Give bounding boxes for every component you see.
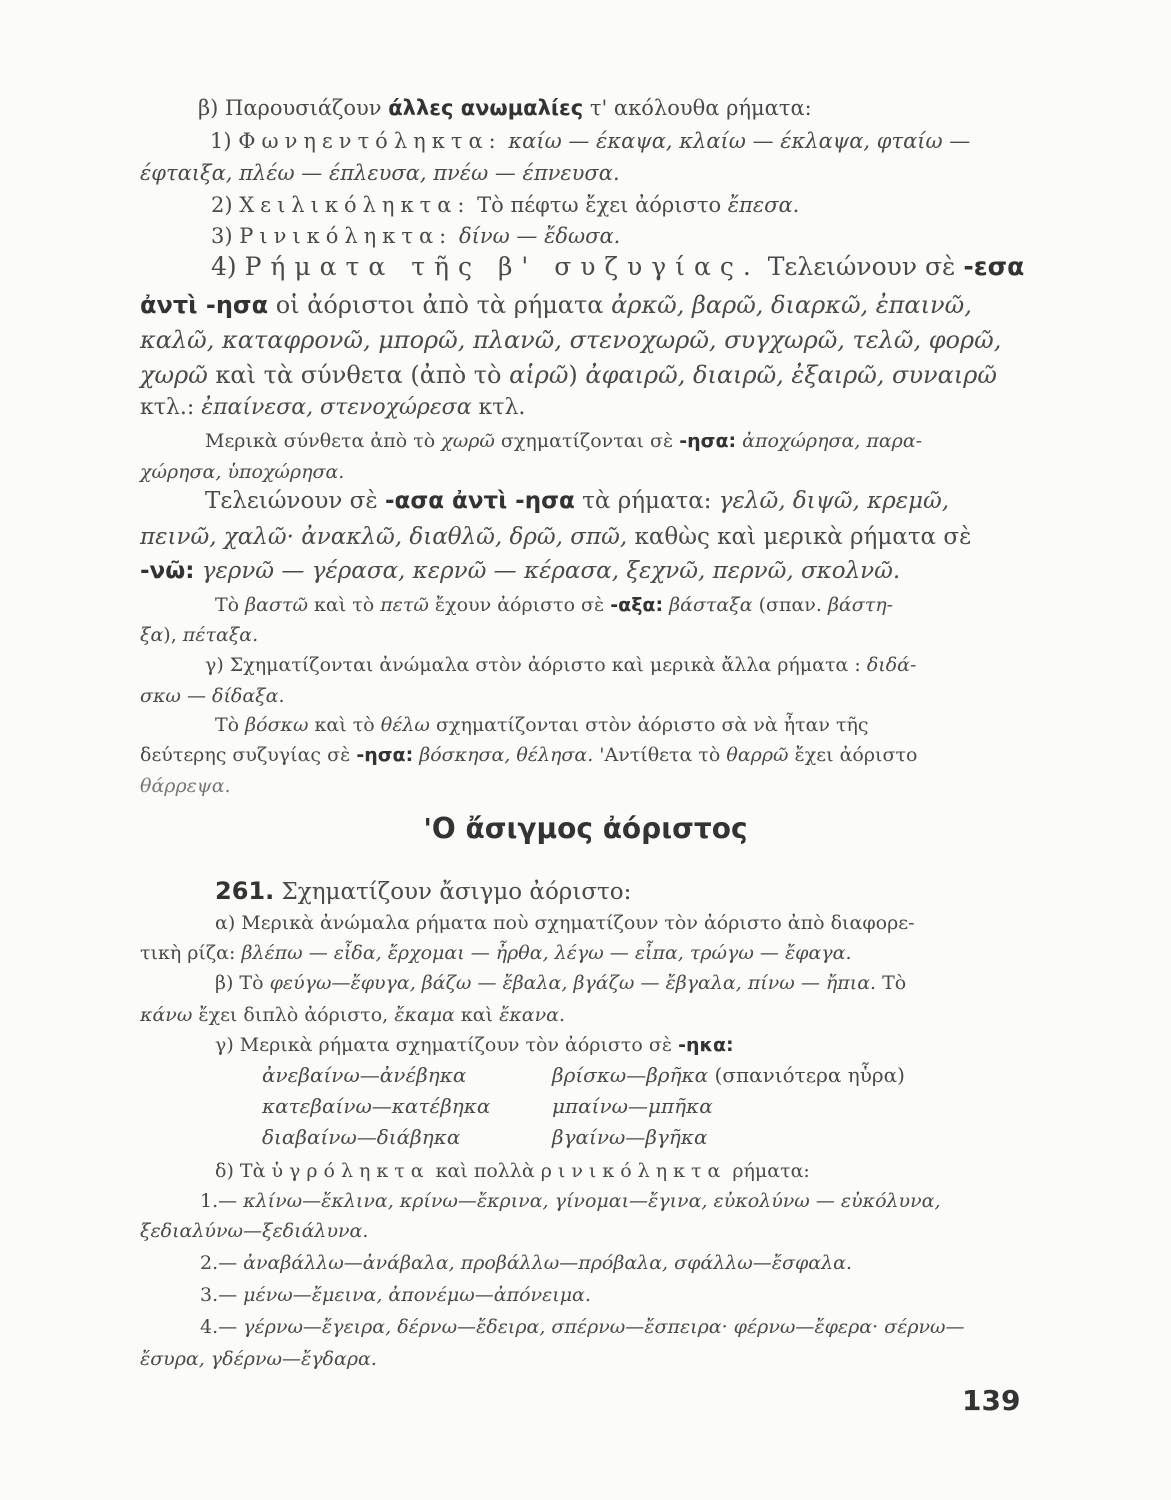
line-m11: 4.— γέρνω—ἔγειρα, δέρνω—ἔδειρα, σπέρνω—ἔσπειρα· φέρνω—ἔφερα· σέρνω— — [200, 1316, 965, 1338]
section-number: 261. — [215, 877, 275, 905]
line-15: -νῶ: γερνῶ — γέρασα, κερνῶ — κέρασα, ξεχνῶ, περνῶ, σκολνῶ. — [140, 558, 901, 584]
line-4: 2) Χειλικόληκτα: Τὸ πέφτω ἔχει ἀόριστο ἔπεσα. — [211, 193, 800, 217]
table-row: βγαίνω—βγῆκα — [552, 1125, 708, 1149]
line-m3: β) Τὸ φεύγω—ἔφυγα, βάζω — ἔβαλα, βγάζω — ἔβγαλα, πίνω — ἤπια. Τὸ — [215, 972, 907, 994]
line-11: Μερικὰ σύνθετα ἀπὸ τὸ χωρῶ σχηματίζονται σὲ -ησα: ἀποχώρησα, παρα- — [205, 430, 923, 452]
line-12: χώρησα, ὑποχώρησα. — [140, 461, 345, 483]
line-16: Τὸ βαστῶ καὶ τὸ πετῶ ἔχουν ἀόριστο σὲ -αξα: βάσταξα (σπαν. βάστη- — [215, 594, 894, 616]
line-m2: τικὴ ρίζα: βλέπω — εἶδα, ἔρχομαι — ἦρθα, λέγω — εἶπα, τρώγω — ἔφαγα. — [140, 942, 852, 964]
line-19: σκω — δίδαξα. — [140, 685, 285, 707]
line-5: 3) Ρινικόληκτα: δίνω — ἔδωσα. — [211, 224, 621, 248]
line-m8: ξεδιαλύνω—ξεδιάλυνα. — [140, 1220, 369, 1242]
line-6: 4) Ρήματα τῆς β' συζυγίας. Τελειώνουν σὲ -εσα — [211, 252, 1025, 281]
line-2: 1) Φωνηεντόληκτα: καίω — έκαψα, κλαίω — έκλαψα, φταίω — — [210, 129, 971, 153]
line-22: θάρρεψα. — [140, 775, 231, 797]
line-17: ξα), πέταξα. — [140, 624, 259, 646]
line-m10: 3.— μένω—ἔμεινα, ἀπονέμω—ἀπόνειμα. — [200, 1284, 591, 1306]
line-1: β) Παρουσιάζουν άλλες ανωμαλίες τ' ακόλουθα ρήματα: — [198, 96, 812, 120]
line-m4: κάνω ἔχει διπλὸ ἀόριστο, ἔκαμα καὶ ἔκανα. — [140, 1004, 566, 1026]
table-row: κατεβαίνω—κατέβηκα — [262, 1094, 491, 1118]
line-20: Τὸ βόσκω καὶ τὸ θέλω σχηματίζονται στὸν ἀόριστο σὰ νὰ ἦταν τῆς — [215, 714, 869, 736]
section-heading: 'Ο ἄσιγμος ἀόριστος — [423, 812, 748, 845]
line-m1: α) Μερικὰ ἀνώμαλα ρήματα ποὺ σχηματίζουν τὸν ἀόριστο ἀπὸ διαφορε- — [215, 912, 915, 934]
line-13: Τελειώνουν σὲ -ασα ἀντὶ -ησα τὰ ρήματα: γελῶ, διψῶ, κρεμῶ, — [205, 488, 950, 514]
table-row: ἀνεβαίνω—ἀνέβηκα — [262, 1063, 467, 1087]
page-number: 139 — [962, 1384, 1021, 1417]
table-row: μπαίνω—μπῆκα — [552, 1094, 713, 1118]
table-row: βρίσκω—βρῆκα (σπανιότερα ηὗρα) — [552, 1063, 905, 1087]
line-7: ἀντὶ -ησα οἱ ἀόριστοι ἀπὸ τὰ ρήματα ἀρκῶ, βαρῶ, διαρκῶ, ἐπαινῶ, — [140, 291, 972, 319]
table-note: (σπανιότερα ηὗρα) — [714, 1063, 905, 1087]
line-m9: 2.— ἀναβάλλω—ἀνάβαλα, προβάλλω—πρόβαλα, σφάλλω—ἔσφαλα. — [200, 1252, 852, 1274]
verb-table-right — [552, 1062, 905, 1150]
line-18: γ) Σχηματίζονται ἀνώμαλα στὸν ἀόριστο καὶ μερικὰ ἄλλα ρήματα : διδά- — [205, 654, 917, 676]
line-m6: δ) Τὰ ὑγρόληκτα καὶ πολλὰ ρινικόληκτα ρήματα: — [215, 1160, 810, 1182]
verb-table-left — [262, 1062, 490, 1150]
line-m7: 1.— κλίνω—ἔκλινα, κρίνω—ἔκρινα, γίνομαι—ἔγινα, εὐκολύνω — εὐκόλυνα, — [200, 1190, 941, 1212]
line-m12: ἔσυρα, γδέρνω—ἔγδαρα. — [140, 1348, 377, 1370]
line-10: κτλ.: ἐπαίνεσα, στενοχώρεσα κτλ. — [140, 395, 526, 420]
section-261-title: 261. Σχηματίζουν ἄσιγμο ἀόριστο: — [215, 877, 632, 905]
line-3: έφταιξα, πλέω — έπλευσα, πνέω — έπνευσα. — [140, 161, 620, 185]
line-9: χωρῶ καὶ τὰ σύνθετα (ἀπὸ τὸ αἱρῶ) ἀφαιρῶ, διαιρῶ, ἐξαιρῶ, συναιρῶ — [140, 361, 997, 389]
line-21: δεύτερης συζυγίας σὲ -ησα: βόσκησα, θέλησα. 'Αντίθετα τὸ θαρρῶ ἔχει ἀόριστο — [140, 744, 918, 766]
table-row: διαβαίνω—διάβηκα — [262, 1125, 461, 1149]
line-8: καλῶ, καταφρονῶ, μπορῶ, πλανῶ, στενοχωρῶ, συγχωρῶ, τελῶ, φορῶ, — [140, 326, 1002, 354]
line-14: πεινῶ, χαλῶ· ἀνακλῶ, διαθλῶ, δρῶ, σπῶ, καθὼς καὶ μερικὰ ρήματα σὲ — [140, 524, 972, 550]
line-m5: γ) Μερικὰ ρήματα σχηματίζουν τὸν ἀόριστο σὲ -ηκα: — [215, 1034, 734, 1056]
